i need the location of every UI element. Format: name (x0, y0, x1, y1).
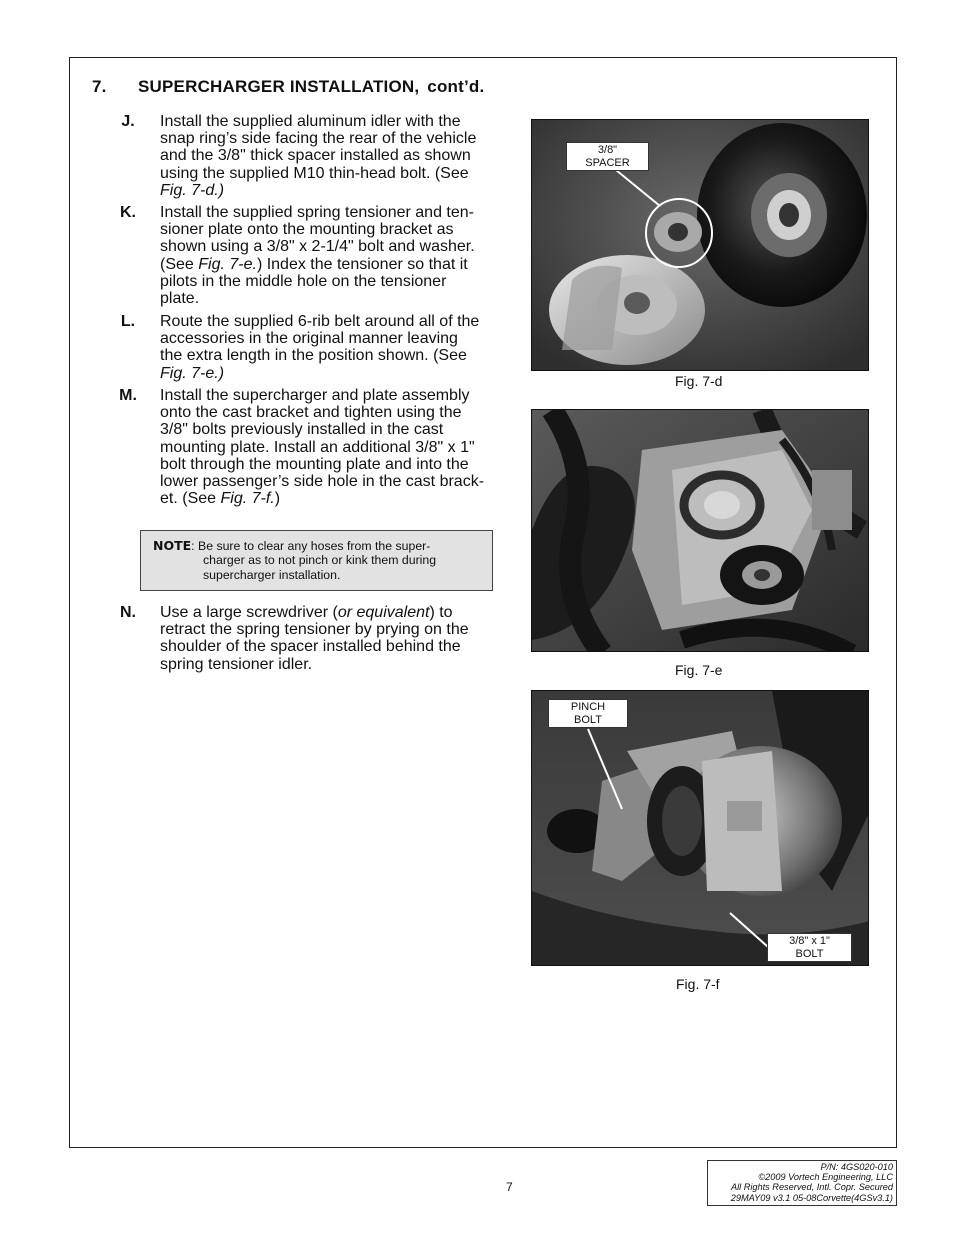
pinch-bolt-callout (548, 699, 628, 728)
step-line: and the 3/8" thick spacer installed as shown (160, 147, 471, 165)
callout-line: 3/8" (597, 144, 618, 156)
step-text (160, 313, 512, 382)
figure-7d-caption: Fig. 7-d (675, 373, 723, 389)
step-line: the extra length in the position shown. (See (160, 347, 467, 365)
step-line: Install the supplied aluminum idler with the (160, 113, 461, 130)
step-line: onto the cast bracket and tighten using the (160, 404, 462, 422)
step-line: Route the supplied 6-rib belt around all of the (160, 313, 480, 330)
step-line: using the supplied M10 thin-head bolt. (See (160, 164, 469, 182)
callout-line: PINCH (570, 701, 606, 713)
step-line: lower passenger’s side hole in the cast brack- (160, 473, 485, 491)
step-letter: J. (121, 113, 135, 130)
callout-line: 3/8" x 1" (789, 935, 830, 947)
step-text (160, 113, 512, 199)
bolt-3-8-callout (767, 933, 852, 962)
section-title: SUPERCHARGER INSTALLATION, (138, 77, 420, 96)
step-line: mounting plate. Install an additional 3/8" x 1" (160, 438, 475, 456)
note-text: : Be sure to clear any hoses from the super- (191, 539, 431, 553)
section-number: 7. (92, 77, 107, 96)
figure-7f-caption: Fig. 7-f (676, 976, 720, 992)
step-text (160, 604, 512, 673)
tensioner-belt-photo (532, 410, 869, 652)
step-text (160, 204, 512, 307)
figure-7e-photo (531, 409, 869, 652)
step-line: 3/8" bolts previously installed in the cast (160, 421, 444, 439)
step-line: bolt through the mounting plate and into the (160, 455, 469, 473)
step-line: snap ring’s side facing the rear of the vehicle (160, 130, 477, 148)
info-line: P/N: 4GS020-010 (820, 1162, 893, 1172)
step-line: shown using a 3/8" x 2-1/4" bolt and washer. (160, 238, 475, 256)
step-line: plate. (160, 290, 200, 308)
step-letter: L. (120, 313, 136, 330)
step-line: Fig. 7-e.) (160, 364, 225, 382)
document-info-box (707, 1160, 897, 1206)
spacer-callout (566, 142, 649, 171)
step-line: pilots in the middle hole on the tensioner (160, 272, 447, 290)
step-line: spring tensioner idler. (160, 655, 313, 673)
step-letter: M. (119, 387, 137, 404)
note-box (140, 530, 493, 591)
callout-line: BOLT (795, 947, 824, 960)
step-line: (See Fig. 7-e.) Index the tensioner so that it (160, 255, 468, 273)
info-line: 29MAY09 v3.1 05-08Corvette(4GSv3.1) (730, 1192, 893, 1203)
step-line: Use a large screwdriver (or equivalent) to (160, 604, 453, 621)
step-line: shoulder of the spacer installed behind the (160, 638, 461, 656)
section-heading (92, 77, 484, 97)
note-line: charger as to not pinch or kink them during (203, 553, 437, 568)
step-line: Install the supplied spring tensioner and ten- (160, 204, 474, 221)
note-label: NOTE (153, 538, 192, 553)
figure-7f-photo (531, 690, 869, 966)
step-line: et. (See Fig. 7-f.) (160, 490, 281, 508)
step-letter: N. (120, 604, 136, 621)
step-line: Fig. 7-d.) (160, 181, 225, 199)
info-line: ©2009 Vortech Engineering, LLC (758, 1172, 893, 1183)
step-text (160, 387, 512, 507)
page-number: 7 (506, 1180, 513, 1194)
section-contd: cont’d. (427, 77, 485, 96)
figure-7d-photo (531, 119, 869, 371)
supercharger-installed-photo (532, 691, 869, 966)
step-line: Install the supercharger and plate assembly (160, 387, 470, 404)
step-line: retract the spring tensioner by prying on the (160, 621, 469, 639)
step-letter: K. (120, 204, 136, 221)
note-line: supercharger installation. (203, 567, 341, 582)
figure-7e-caption: Fig. 7-e (675, 662, 723, 678)
info-line: All Rights Reserved, Intl. Copr. Secured (730, 1182, 893, 1193)
step-line: sioner plate onto the mounting bracket as (160, 221, 454, 239)
callout-line: BOLT (574, 713, 602, 726)
callout-line: SPACER (585, 156, 630, 169)
step-line: accessories in the original manner leaving (160, 330, 458, 348)
